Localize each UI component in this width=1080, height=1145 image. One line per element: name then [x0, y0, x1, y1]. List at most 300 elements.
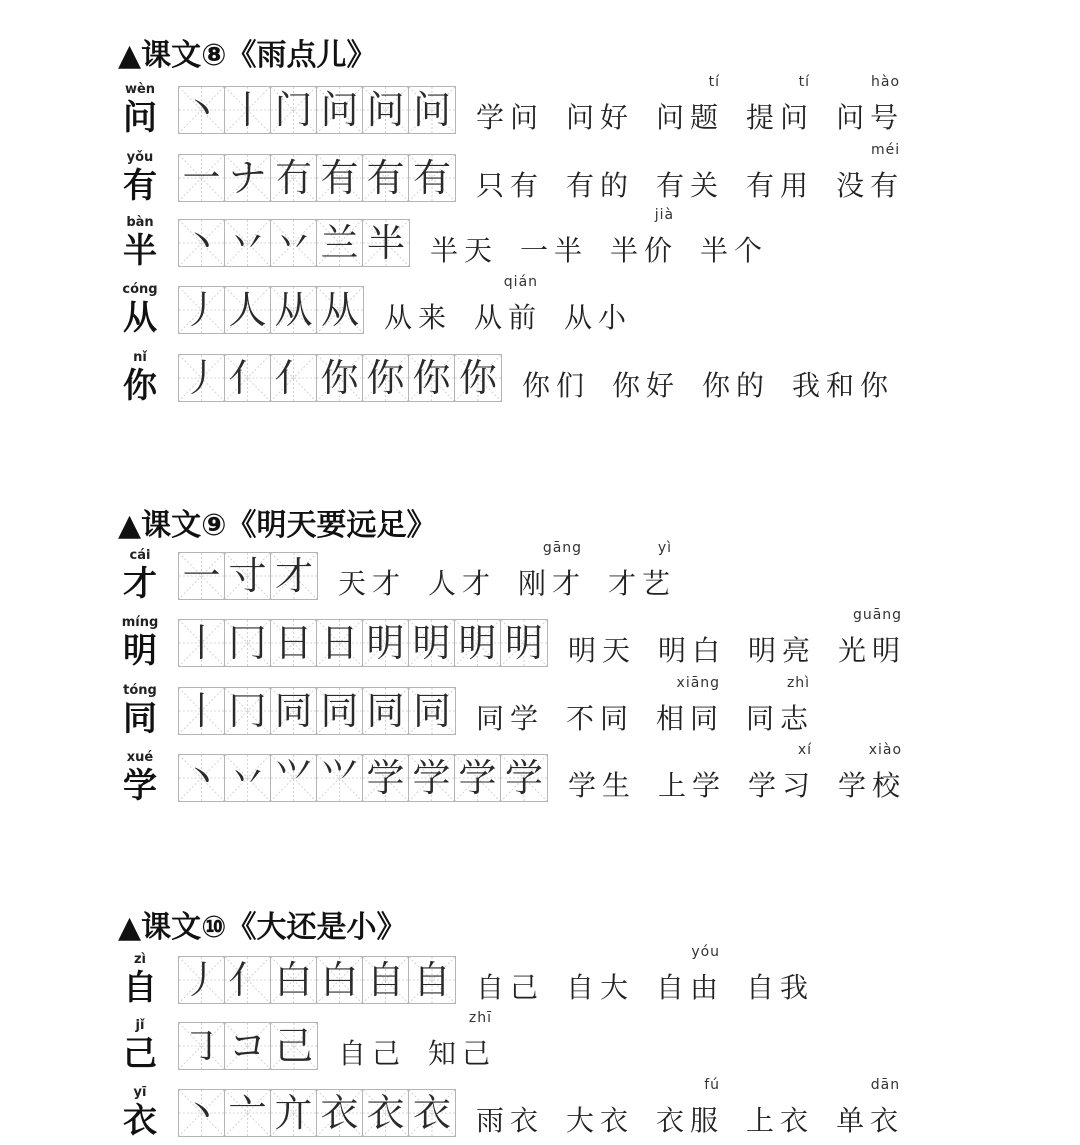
- stroke-step: 有: [366, 156, 405, 200]
- vocabulary-word: [836, 74, 905, 136]
- word-list: [568, 742, 928, 804]
- stroke-cell: [179, 87, 225, 133]
- stroke-step: 丿: [182, 958, 221, 1002]
- word-text: 不同: [566, 702, 635, 735]
- word-text: 自己: [476, 971, 545, 1004]
- word-text: 你们: [522, 369, 591, 402]
- character-glyph: 问: [123, 98, 157, 138]
- section-title: ▲课文⑧《雨点儿》: [118, 38, 377, 73]
- word-pinyin: tí: [708, 74, 721, 90]
- word-text: 半天: [430, 234, 499, 267]
- stroke-cell: [179, 553, 225, 599]
- word-text: 有用: [746, 169, 815, 202]
- stroke-cell: [455, 620, 501, 666]
- vocabulary-word: [656, 74, 725, 136]
- word-text: 才艺: [608, 567, 677, 600]
- stroke-step: 白: [320, 958, 359, 1002]
- vocabulary-word: [656, 944, 725, 1006]
- stroke-step: 自: [412, 958, 451, 1002]
- word-text: 学问: [476, 101, 545, 134]
- character-entry: [118, 607, 1058, 675]
- stroke-step: 日: [320, 621, 359, 665]
- word-text: 上学: [658, 769, 727, 802]
- stroke-order-grid: [178, 286, 364, 334]
- vocabulary-word: [658, 629, 726, 669]
- stroke-cell: [225, 553, 271, 599]
- stroke-order-grid: [178, 154, 456, 202]
- word-pinyin: zhì: [786, 675, 811, 691]
- stroke-cell: [317, 287, 363, 333]
- character-entry: [118, 274, 1058, 342]
- stroke-step: ナ: [228, 156, 267, 200]
- stroke-step: 己: [274, 1024, 313, 1068]
- word-text: 问好: [566, 101, 635, 134]
- stroke-cell: [225, 355, 271, 401]
- stroke-cell: [271, 220, 317, 266]
- word-list: [476, 142, 926, 204]
- word-text: 提问: [746, 101, 815, 134]
- character-glyph: 衣: [123, 1101, 157, 1141]
- stroke-step: 冂: [228, 621, 267, 665]
- word-text: 我和你: [792, 369, 895, 402]
- stroke-step: 学: [412, 756, 451, 800]
- stroke-step: 衣: [320, 1091, 359, 1135]
- stroke-cell: [179, 620, 225, 666]
- word-text: 相同: [656, 702, 725, 735]
- stroke-cell: [271, 155, 317, 201]
- word-pinyin: jià: [654, 207, 675, 223]
- stroke-cell: [271, 1023, 317, 1069]
- stroke-step: 你: [366, 356, 405, 400]
- stroke-cell: [225, 1090, 271, 1136]
- character-glyph: 有: [123, 166, 157, 206]
- stroke-step: 明: [504, 621, 543, 665]
- stroke-cell: [271, 553, 317, 599]
- stroke-step: 才: [274, 554, 313, 598]
- word-text: 自我: [746, 971, 815, 1004]
- vocabulary-word: [568, 764, 636, 804]
- stroke-step: 同: [274, 689, 313, 733]
- word-text: 你好: [612, 369, 681, 402]
- stroke-step: 丶: [182, 221, 221, 265]
- stroke-cell: [271, 1090, 317, 1136]
- stroke-cell: [225, 957, 271, 1003]
- stroke-step: 有: [320, 156, 359, 200]
- stroke-step: 衣: [412, 1091, 451, 1135]
- stroke-cell: [409, 87, 455, 133]
- vocabulary-word: [476, 1099, 544, 1139]
- stroke-step: ⺍: [320, 756, 359, 800]
- word-text: 自由: [656, 971, 725, 1004]
- word-text: 同学: [476, 702, 545, 735]
- stroke-step: 你: [458, 356, 497, 400]
- stroke-step: 同: [320, 689, 359, 733]
- stroke-cell: [409, 1090, 455, 1136]
- character-block: [118, 150, 162, 206]
- word-text: 半价: [610, 234, 679, 267]
- vocabulary-word: [836, 1077, 905, 1139]
- character-glyph: 己: [123, 1034, 157, 1074]
- stroke-order-grid: [178, 552, 318, 600]
- word-text: 雨衣: [476, 1104, 545, 1137]
- stroke-cell: [317, 688, 363, 734]
- character-entry: [118, 74, 1058, 142]
- word-list: [522, 350, 916, 404]
- vocabulary-word: [702, 364, 770, 404]
- vocabulary-word: [476, 96, 544, 136]
- stroke-step: 丷: [228, 756, 267, 800]
- word-text: 问题: [656, 101, 725, 134]
- character-pinyin: tóng: [123, 683, 157, 698]
- character-block: [118, 1085, 162, 1141]
- word-text: 你的: [702, 369, 771, 402]
- character-glyph: 学: [123, 766, 157, 806]
- vocabulary-word: [746, 966, 814, 1006]
- character-pinyin: míng: [121, 615, 159, 630]
- word-text: 有关: [656, 169, 725, 202]
- vocabulary-word: [700, 229, 768, 269]
- character-pinyin: cái: [129, 548, 151, 563]
- stroke-step: 丷: [228, 221, 267, 265]
- stroke-cell: [225, 155, 271, 201]
- character-pinyin: cóng: [122, 282, 158, 297]
- stroke-cell: [225, 688, 271, 734]
- word-text: 大衣: [566, 1104, 635, 1137]
- word-text: 明白: [658, 634, 727, 667]
- word-pinyin: yì: [657, 540, 673, 556]
- vocabulary-word: [564, 296, 632, 336]
- stroke-step: 丨: [182, 689, 221, 733]
- vocabulary-word: [476, 164, 544, 204]
- word-text: 天才: [338, 567, 407, 600]
- vocabulary-word: [566, 966, 634, 1006]
- word-pinyin: yóu: [691, 944, 721, 960]
- stroke-cell: [363, 87, 409, 133]
- stroke-step: 人: [228, 288, 267, 332]
- stroke-cell: [179, 155, 225, 201]
- stroke-step: 丶: [182, 756, 221, 800]
- stroke-cell: [455, 355, 501, 401]
- stroke-step: 丨: [228, 88, 267, 132]
- stroke-cell: [317, 220, 363, 266]
- stroke-step: 白: [274, 958, 313, 1002]
- word-text: 单衣: [836, 1104, 905, 1137]
- character-entry: [118, 1010, 1058, 1078]
- vocabulary-word: [746, 1099, 814, 1139]
- vocabulary-word: [656, 164, 724, 204]
- character-glyph: 半: [123, 231, 157, 271]
- stroke-cell: [225, 620, 271, 666]
- word-list: [476, 74, 926, 136]
- stroke-step: 衣: [366, 1091, 405, 1135]
- stroke-cell: [271, 957, 317, 1003]
- stroke-step: 明: [412, 621, 451, 665]
- stroke-cell: [225, 287, 271, 333]
- character-block: [118, 615, 162, 671]
- section-title: ▲课文⑨《明天要远足》: [118, 508, 437, 543]
- vocabulary-word: [838, 607, 907, 669]
- vocabulary-word: [610, 207, 679, 269]
- stroke-cell: [363, 1090, 409, 1136]
- word-text: 学习: [748, 769, 817, 802]
- word-text: 衣服: [656, 1104, 725, 1137]
- word-text: 学校: [838, 769, 907, 802]
- word-pinyin: xí: [797, 742, 813, 758]
- character-glyph: 从: [123, 298, 157, 338]
- stroke-cell: [179, 957, 225, 1003]
- vocabulary-word: [568, 629, 636, 669]
- stroke-step: 从: [274, 288, 313, 332]
- word-text: 没有: [836, 169, 905, 202]
- vocabulary-word: [428, 1010, 497, 1072]
- vocabulary-word: [656, 675, 725, 737]
- word-text: 半个: [700, 234, 769, 267]
- stroke-cell: [225, 755, 271, 801]
- stroke-step: 学: [504, 756, 543, 800]
- character-glyph: 才: [123, 564, 157, 604]
- stroke-step: 半: [366, 221, 405, 265]
- word-pinyin: zhī: [468, 1010, 493, 1026]
- stroke-order-grid: [178, 219, 410, 267]
- stroke-order-grid: [178, 354, 502, 402]
- vocabulary-word: [566, 697, 634, 737]
- word-pinyin: gāng: [542, 540, 583, 556]
- character-pinyin: bàn: [126, 215, 154, 230]
- stroke-order-grid: [178, 1022, 318, 1070]
- vocabulary-word: [566, 96, 634, 136]
- stroke-step: 寸: [228, 554, 267, 598]
- stroke-cell: [409, 355, 455, 401]
- stroke-cell: [363, 355, 409, 401]
- word-text: 同志: [746, 702, 815, 735]
- word-text: 有的: [566, 169, 635, 202]
- stroke-step: 丶: [182, 1091, 221, 1135]
- stroke-step: 同: [366, 689, 405, 733]
- stroke-step: 学: [458, 756, 497, 800]
- vocabulary-word: [746, 164, 814, 204]
- stroke-cell: [317, 755, 363, 801]
- character-block: [118, 282, 162, 338]
- stroke-step: 门: [274, 88, 313, 132]
- stroke-step: 冇: [274, 156, 313, 200]
- character-entry: [118, 207, 1058, 275]
- stroke-step: 问: [320, 88, 359, 132]
- character-entry: [118, 142, 1058, 210]
- stroke-cell: [363, 220, 409, 266]
- stroke-cell: [225, 1023, 271, 1069]
- stroke-cell: [363, 620, 409, 666]
- word-text: 刚才: [518, 567, 587, 600]
- stroke-cell: [225, 87, 271, 133]
- word-text: 从前: [474, 301, 543, 334]
- stroke-cell: [317, 1090, 363, 1136]
- character-glyph: 明: [123, 631, 157, 671]
- character-block: [118, 548, 162, 604]
- character-glyph: 你: [123, 366, 157, 406]
- character-block: [118, 1018, 162, 1074]
- stroke-step: 明: [366, 621, 405, 665]
- stroke-cell: [179, 755, 225, 801]
- word-list: [568, 607, 928, 669]
- stroke-step: 问: [366, 88, 405, 132]
- character-entry: [118, 1077, 1058, 1145]
- vocabulary-word: [476, 697, 544, 737]
- stroke-cell: [363, 755, 409, 801]
- vocabulary-word: [476, 966, 544, 1006]
- character-entry: [118, 350, 1058, 410]
- stroke-cell: [409, 688, 455, 734]
- vocabulary-word: [520, 229, 588, 269]
- word-list: [384, 274, 654, 336]
- word-list: [476, 944, 836, 1006]
- word-text: 一半: [520, 234, 589, 267]
- stroke-step: 一: [182, 554, 221, 598]
- stroke-step: 丷: [274, 221, 313, 265]
- character-pinyin: jǐ: [135, 1018, 145, 1033]
- stroke-step: 冂: [228, 689, 267, 733]
- vocabulary-word: [566, 164, 634, 204]
- stroke-step: 亠: [228, 1091, 267, 1135]
- vocabulary-word: [338, 562, 406, 602]
- stroke-cell: [179, 1023, 225, 1069]
- word-pinyin: xiāng: [676, 675, 721, 691]
- stroke-step: 丿: [182, 356, 221, 400]
- stroke-step: 日: [274, 621, 313, 665]
- stroke-step: 问: [412, 88, 451, 132]
- character-entry: [118, 944, 1058, 1012]
- word-text: 从小: [564, 301, 633, 334]
- character-block: [118, 215, 162, 271]
- word-list: [476, 1077, 926, 1139]
- stroke-step: ㇆: [182, 1024, 221, 1068]
- stroke-cell: [317, 87, 363, 133]
- stroke-cell: [271, 87, 317, 133]
- vocabulary-word: [474, 274, 543, 336]
- stroke-step: 自: [366, 958, 405, 1002]
- vocabulary-word: [836, 142, 905, 204]
- vocabulary-word: [518, 540, 587, 602]
- word-pinyin: guāng: [852, 607, 903, 623]
- stroke-cell: [409, 957, 455, 1003]
- word-pinyin: hào: [871, 74, 901, 90]
- vocabulary-word: [522, 364, 590, 404]
- word-text: 问号: [836, 101, 905, 134]
- vocabulary-word: [748, 629, 816, 669]
- stroke-cell: [317, 957, 363, 1003]
- stroke-cell: [225, 220, 271, 266]
- character-block: [118, 683, 162, 739]
- stroke-step: 明: [458, 621, 497, 665]
- word-text: 明亮: [748, 634, 817, 667]
- word-text: 只有: [476, 169, 545, 202]
- stroke-cell: [409, 755, 455, 801]
- word-list: [476, 675, 836, 737]
- vocabulary-word: [384, 296, 452, 336]
- stroke-order-grid: [178, 86, 456, 134]
- stroke-step: 丿: [182, 288, 221, 332]
- vocabulary-word: [748, 742, 817, 804]
- word-pinyin: méi: [870, 142, 901, 158]
- stroke-cell: [455, 755, 501, 801]
- word-pinyin: dān: [870, 1077, 901, 1093]
- stroke-step: 兰: [320, 221, 359, 265]
- character-block: [118, 350, 162, 406]
- stroke-cell: [501, 620, 547, 666]
- vocabulary-word: [566, 1099, 634, 1139]
- stroke-step: 你: [320, 356, 359, 400]
- stroke-order-grid: [178, 754, 548, 802]
- vocabulary-word: [612, 364, 680, 404]
- word-text: 明天: [568, 634, 637, 667]
- word-text: 上衣: [746, 1104, 815, 1137]
- character-pinyin: xué: [126, 750, 154, 765]
- character-entry: [118, 742, 1058, 810]
- stroke-cell: [409, 620, 455, 666]
- stroke-cell: [271, 755, 317, 801]
- word-text: 从来: [384, 301, 453, 334]
- word-text: 光明: [838, 634, 907, 667]
- stroke-order-grid: [178, 619, 548, 667]
- stroke-cell: [179, 355, 225, 401]
- section-title: ▲课文⑩《大还是小》: [118, 910, 407, 945]
- stroke-cell: [317, 155, 363, 201]
- vocabulary-word: [428, 562, 496, 602]
- stroke-step: 学: [366, 756, 405, 800]
- character-pinyin: yī: [133, 1085, 147, 1100]
- word-text: 自大: [566, 971, 635, 1004]
- vocabulary-word: [838, 742, 907, 804]
- character-pinyin: nǐ: [133, 350, 147, 365]
- stroke-cell: [501, 755, 547, 801]
- character-glyph: 自: [123, 968, 157, 1008]
- word-text: 知己: [428, 1037, 497, 1070]
- vocabulary-word: [792, 364, 894, 404]
- stroke-step: 亻: [228, 958, 267, 1002]
- stroke-cell: [363, 688, 409, 734]
- stroke-step: コ: [228, 1024, 267, 1068]
- character-block: [118, 750, 162, 806]
- word-text: 学生: [568, 769, 637, 802]
- word-list: [338, 1010, 518, 1072]
- stroke-step: 同: [412, 689, 451, 733]
- stroke-step: 从: [320, 288, 359, 332]
- character-entry: [118, 540, 1058, 608]
- stroke-step: 亣: [274, 1091, 313, 1135]
- word-pinyin: fú: [704, 1077, 721, 1093]
- character-pinyin: yǒu: [126, 150, 154, 165]
- vocabulary-word: [658, 764, 726, 804]
- stroke-step: 你: [412, 356, 451, 400]
- character-glyph: 同: [123, 699, 157, 739]
- vocabulary-word: [656, 1077, 725, 1139]
- stroke-cell: [179, 1090, 225, 1136]
- stroke-step: 亻: [228, 356, 267, 400]
- stroke-cell: [271, 287, 317, 333]
- vocabulary-word: [608, 540, 677, 602]
- vocabulary-word: [746, 74, 815, 136]
- stroke-step: 一: [182, 156, 221, 200]
- word-pinyin: tí: [798, 74, 811, 90]
- word-text: 自己: [338, 1037, 407, 1070]
- stroke-cell: [179, 220, 225, 266]
- word-pinyin: xiào: [868, 742, 903, 758]
- stroke-order-grid: [178, 956, 456, 1004]
- stroke-step: 丨: [182, 621, 221, 665]
- vocabulary-word: [338, 1032, 406, 1072]
- character-block: [118, 82, 162, 138]
- stroke-cell: [363, 155, 409, 201]
- stroke-step: 亻: [274, 356, 313, 400]
